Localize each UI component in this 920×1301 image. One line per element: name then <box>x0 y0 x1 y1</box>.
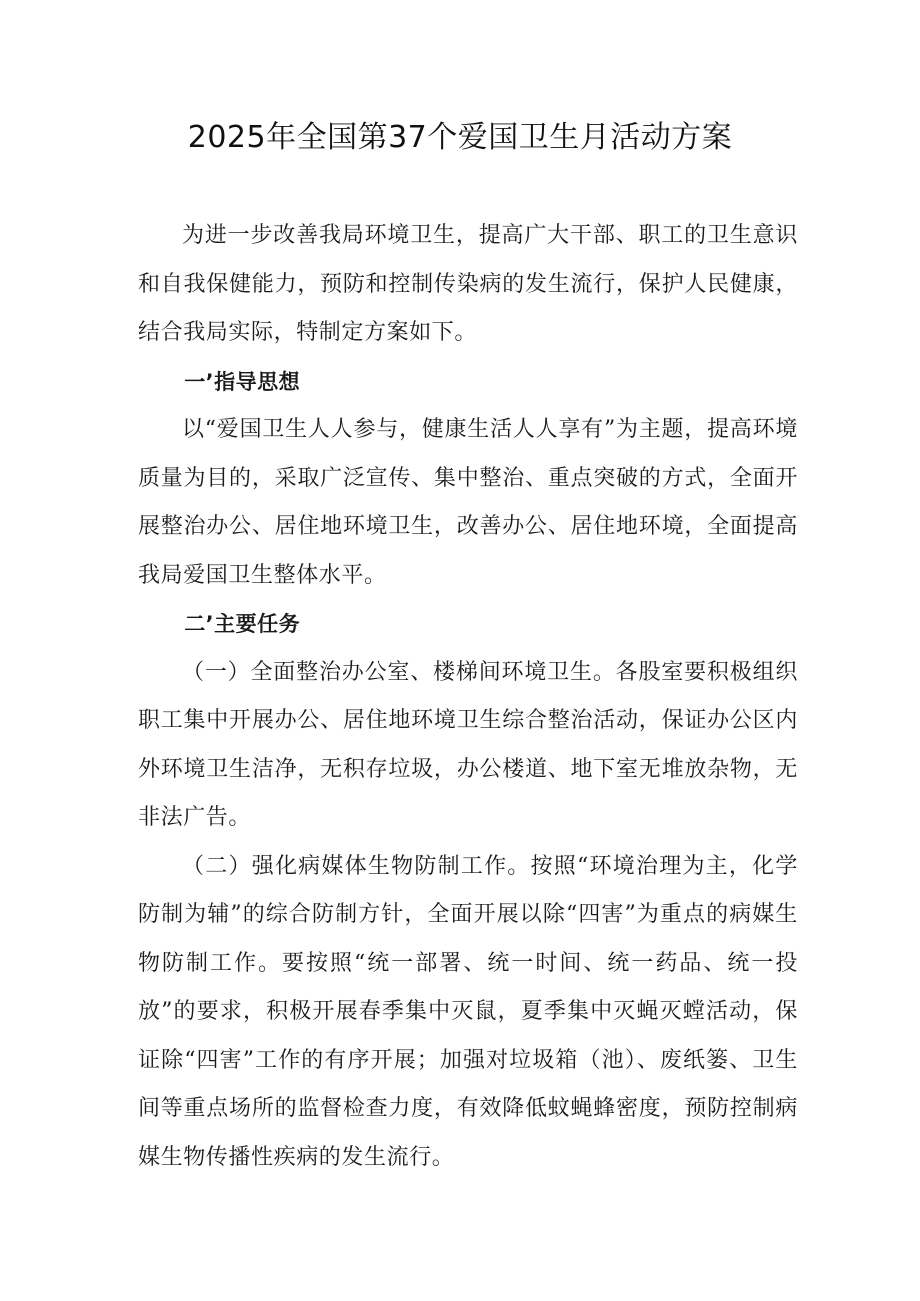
document-title: 2025年全国第37个爱国卫生月活动方案 <box>187 120 733 155</box>
guiding-ideology-paragraph: 以“爱国卫生人人参与，健康生活人人享有”为主题，提高环境质量为目的，采取广泛宣传、集中整治、重点突破的方式，全面开展整治办公、居住地环境卫生，改善办公、居住地环境，全面提高我局爱国卫生整体水平。 <box>138 417 798 588</box>
section-heading-main-tasks: 二’主要任务 <box>184 612 301 636</box>
section-heading-guiding-ideology: 一’指导思想 <box>184 369 301 394</box>
task-one-paragraph: （一）全面整治办公室、楼梯间环境卫生。各股室要积极组织职工集中开展办公、居住地环境卫生综合整治活动，保证办公区内外环境卫生洁净，无积存垃圾，办公楼道、地下室无堆放杂物，无非法广告。 <box>138 659 798 830</box>
intro-paragraph: 为进一步改善我局环境卫生，提高广大干部、职工的卫生意识和自我保健能力，预防和控制传染病的发生流行，保护人民健康，结合我局实际，特制定方案如下。 <box>138 223 798 345</box>
document-body <box>138 212 798 1182</box>
task-two-paragraph: （二）强化病媒体生物防制工作。按照“环境治理为主，化学防制为辅”的综合防制方针，全面开展以除“四害”为重点的病媒生物防制工作。要按照“统一部署、统一时间、统一药品、统一投放”的要求，积极开展春季集中灭鼠，夏季集中灭蝇灭螳活动，保证除“四害”工作的有序开展；加强对垃圾箱（池）、废纸篓、卫生间等重点场所的监督检查力度，有效降低蚊蝇蜂密度，预防控制病媒生物传播性疾病的发生流行。 <box>138 853 798 1170</box>
